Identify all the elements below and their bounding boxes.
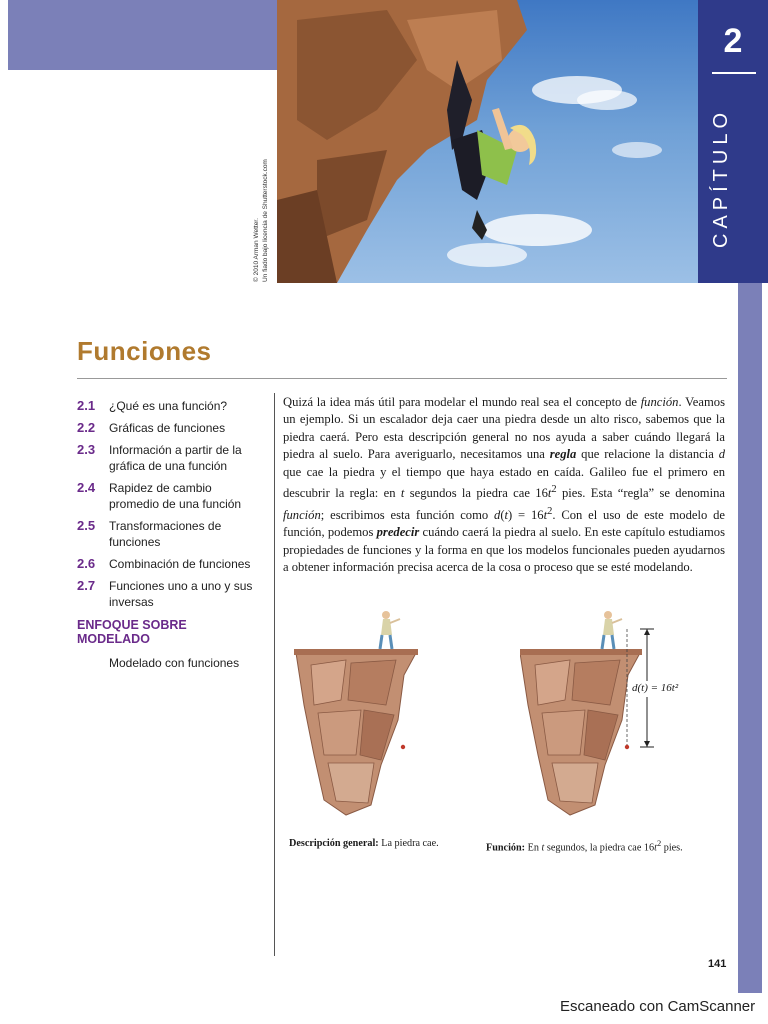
body-emphasis: función — [283, 507, 321, 522]
body-text-run: . Veamos un ejemplo. Si un escalador deja caer una piedra desde un alto risco, sabemos que la piedra caerá. Pero esta descripción general no nos ayuda a saber cuándo llegará la piedra al suelo. Para averiguarlo, necesitamos una — [283, 395, 725, 462]
figure-function — [520, 605, 720, 830]
body-emphasis: t — [504, 507, 509, 522]
body-text-run: segundos la piedra cae 16 — [404, 486, 548, 501]
toc-number: 2.4 — [77, 480, 96, 495]
side-color-strip — [738, 283, 762, 993]
focus-title: ENFOQUE SOBRE MODELADO — [77, 618, 187, 646]
toc-item[interactable] — [77, 420, 262, 436]
body-text-run: cuándo caerá la piedra al suelo. En este capítulo estudiamos propiedades de funciones y la forma en que los modelos funcionales pueden ayudarnos a obtener información precisa acerca de la cosa o proceso que se esté modelando. — [283, 525, 725, 575]
top-color-band — [8, 0, 278, 70]
body-text-run: que cae la piedra y el tiempo que haya estado en caída. Galileo fue el primero en descubrir la regla: en — [283, 464, 725, 501]
caption-right-text: En — [525, 842, 542, 854]
toc-text: Rapidez de cambio promedio de una función — [109, 481, 242, 511]
chapter-rule — [712, 72, 756, 74]
toc-number: 2.7 — [77, 578, 96, 593]
toc-text: Gráficas de funciones — [109, 421, 226, 435]
title-rule — [77, 378, 727, 379]
table-of-contents — [77, 398, 262, 670]
body-text-run: . Con el uso de este modelo de función, podemos — [283, 507, 726, 540]
column-divider — [274, 393, 275, 956]
page-number: 141 — [708, 958, 727, 970]
toc-text: Transformaciones de funciones — [109, 519, 222, 549]
photo-credit — [252, 152, 276, 282]
body-text-run: pies. Esta “regla” se denomina — [556, 486, 725, 501]
toc-text: Información a partir de la gráfica de una función — [109, 443, 242, 473]
body-superscript: 2 — [551, 484, 557, 496]
toc-number: 2.3 — [77, 442, 96, 457]
caption-right-var: t — [654, 842, 657, 854]
toc-text: Funciones uno a uno y sus inversas — [109, 579, 253, 609]
body-text-run: ( — [500, 507, 505, 522]
toc-item[interactable] — [77, 578, 262, 610]
figure-caption-right — [486, 838, 683, 853]
toc-item[interactable] — [77, 398, 262, 414]
toc-number: 2.1 — [77, 398, 96, 413]
caption-right-sup: 2 — [656, 838, 662, 848]
photo-credit-line2: Un fiado bajo licencia de Shutterstock.com — [262, 159, 269, 282]
figure-general-description — [286, 605, 436, 830]
body-text-run: ) = 16 — [508, 507, 544, 522]
body-emphasis: regla — [549, 447, 577, 462]
figure-formula: d(t) = 16t² — [632, 682, 679, 694]
chapter-title: Funciones — [77, 336, 212, 366]
body-superscript: 2 — [547, 505, 553, 517]
toc-item[interactable] — [77, 556, 262, 572]
chapter-number: 2 — [723, 22, 743, 60]
body-emphasis: t — [400, 486, 405, 501]
toc-number: 2.6 — [77, 556, 96, 571]
caption-right-label: Función: — [486, 842, 526, 854]
chapter-tab — [698, 0, 768, 283]
caption-left-text: La piedra cae. — [378, 838, 439, 849]
body-emphasis: t — [547, 486, 552, 501]
caption-left-label: Descripción general: — [289, 838, 379, 849]
body-text-run: Quizá la idea más útil para modelar el mundo real sea el concepto de — [283, 395, 641, 409]
body-text-run: que relacione la distancia — [576, 447, 719, 462]
body-emphasis: predecir — [376, 525, 420, 540]
figure-caption-left — [289, 838, 439, 849]
chapter-word: CAPÍTULO — [710, 107, 732, 248]
photo-credit-line1: © 2010 Arman Wetter. — [253, 218, 260, 282]
scanner-watermark: Escaneado con CamScanner — [560, 998, 756, 1015]
body-emphasis: función — [640, 395, 679, 409]
toc-item[interactable] — [77, 442, 262, 474]
climber-photo — [277, 0, 698, 283]
caption-right-var: t — [541, 842, 545, 854]
intro-paragraph — [283, 394, 725, 576]
body-emphasis: t — [543, 507, 548, 522]
focus-item[interactable]: Modelado con funciones — [109, 656, 240, 670]
body-emphasis: d — [718, 447, 725, 462]
caption-right-text: segundos, la piedra cae 16 — [544, 842, 655, 854]
body-text-run: ; escribimos esta función como — [320, 507, 495, 522]
toc-item[interactable] — [77, 518, 262, 550]
toc-number: 2.5 — [77, 518, 96, 533]
toc-item[interactable] — [77, 480, 262, 512]
toc-text: ¿Qué es una función? — [109, 399, 228, 413]
toc-text: Combinación de funciones — [109, 557, 251, 571]
body-emphasis: d — [494, 507, 501, 522]
caption-right-text: pies. — [661, 842, 683, 854]
toc-number: 2.2 — [77, 420, 96, 435]
